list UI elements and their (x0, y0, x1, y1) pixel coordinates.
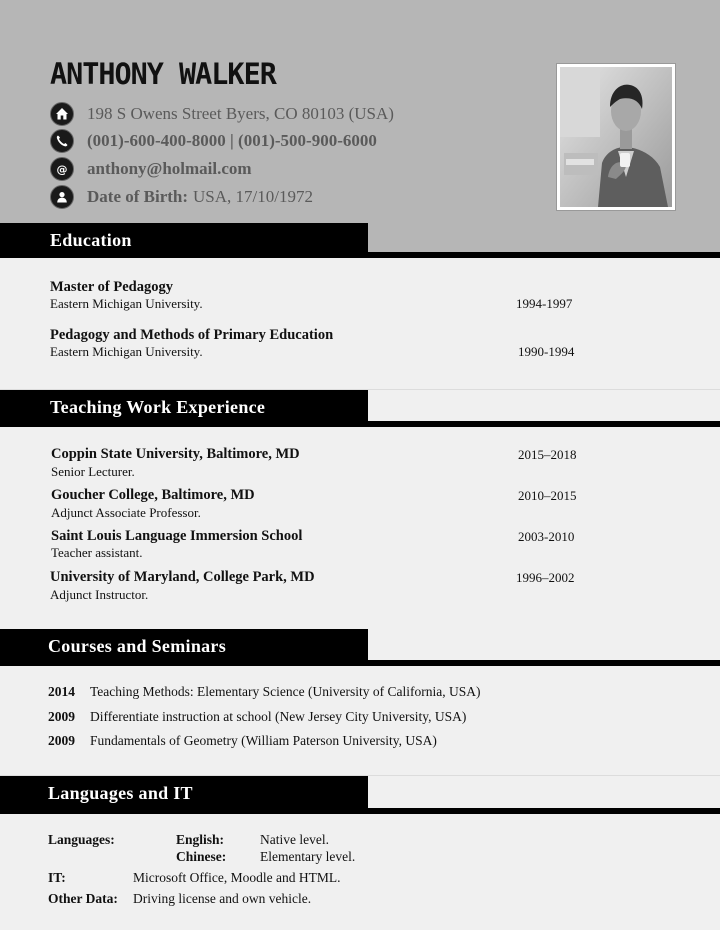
portrait-image (560, 67, 672, 207)
experience-role-1: Senior Lecturer. (51, 464, 135, 479)
language-name-2: Chinese: (176, 849, 227, 864)
education-dates-2: 1990-1994 (518, 344, 575, 359)
phone-text: (001)-600-400-8000 | (001)-500-900-6000 (87, 131, 377, 150)
experience-dates-3: 2003-2010 (518, 529, 575, 544)
phone-icon (50, 129, 74, 153)
person-icon (50, 185, 74, 209)
email-link[interactable]: anthony@holmail.com (87, 159, 252, 178)
experience-divider (0, 421, 720, 427)
courses-divider (0, 660, 720, 666)
it-label: IT: (48, 870, 66, 885)
course-item-1 (48, 684, 480, 700)
language-level-1: Native level. (260, 832, 329, 847)
dob-row (50, 185, 313, 209)
language-level-2: Elementary level. (260, 849, 356, 864)
it-value: Microsoft Office, Moodle and HTML. (133, 870, 341, 885)
at-icon (50, 157, 74, 181)
dob-label: Date of Birth: (87, 187, 189, 206)
experience-place-2: Goucher College, Baltimore, MD (51, 487, 255, 503)
experience-place-4: University of Maryland, College Park, MD (50, 569, 315, 585)
address-row (50, 102, 394, 126)
education-degree-1: Master of Pedagogy (50, 279, 173, 295)
education-heading: Education (0, 223, 368, 257)
profile-photo (557, 64, 675, 210)
experience-dates-1: 2015–2018 (518, 447, 577, 462)
experience-dates-2: 2010–2015 (518, 488, 577, 503)
course-item-3 (48, 733, 437, 749)
course-item-2 (48, 709, 466, 725)
candidate-name: ANTHONY WALKER (50, 57, 276, 91)
phone-row (50, 129, 377, 153)
course-year: 2009 (48, 709, 75, 724)
education-school-1: Eastern Michigan University. (50, 296, 203, 311)
courses-heading: Courses and Seminars (0, 629, 368, 663)
education-dates-1: 1994-1997 (516, 296, 573, 311)
education-degree-2: Pedagogy and Methods of Primary Education (50, 327, 334, 343)
experience-role-2: Adjunct Associate Professor. (51, 505, 201, 520)
home-icon (50, 102, 74, 126)
other-data-value: Driving license and own vehicle. (133, 891, 312, 906)
experience-role-3: Teacher assistant. (51, 545, 143, 560)
experience-heading: Teaching Work Experience (0, 390, 368, 424)
experience-place-1: Coppin State University, Baltimore, MD (51, 446, 300, 462)
language-name-1: English: (176, 832, 225, 847)
course-year: 2014 (48, 684, 75, 699)
languages-label: Languages: (48, 832, 115, 847)
dob-value: USA, 17/10/1972 (193, 187, 313, 206)
course-text: Differentiate instruction at school (New Jersey City University, USA) (90, 709, 467, 724)
experience-dates-4: 1996–2002 (516, 570, 575, 585)
education-school-2: Eastern Michigan University. (50, 344, 203, 359)
address-text: 198 S Owens Street Byers, CO 80103 (USA) (87, 104, 394, 123)
experience-role-4: Adjunct Instructor. (50, 587, 149, 602)
other-data-label: Other Data: (48, 891, 118, 906)
course-text: Fundamentals of Geometry (William Paterson University, USA) (90, 733, 437, 748)
languages-divider (0, 808, 720, 814)
languages-heading: Languages and IT (0, 776, 368, 810)
course-year: 2009 (48, 733, 75, 748)
email-row (50, 157, 252, 181)
experience-place-3: Saint Louis Language Immersion School (51, 528, 303, 544)
svg-text:@: @ (56, 163, 68, 176)
course-text: Teaching Methods: Elementary Science (University of California, USA) (90, 684, 481, 699)
